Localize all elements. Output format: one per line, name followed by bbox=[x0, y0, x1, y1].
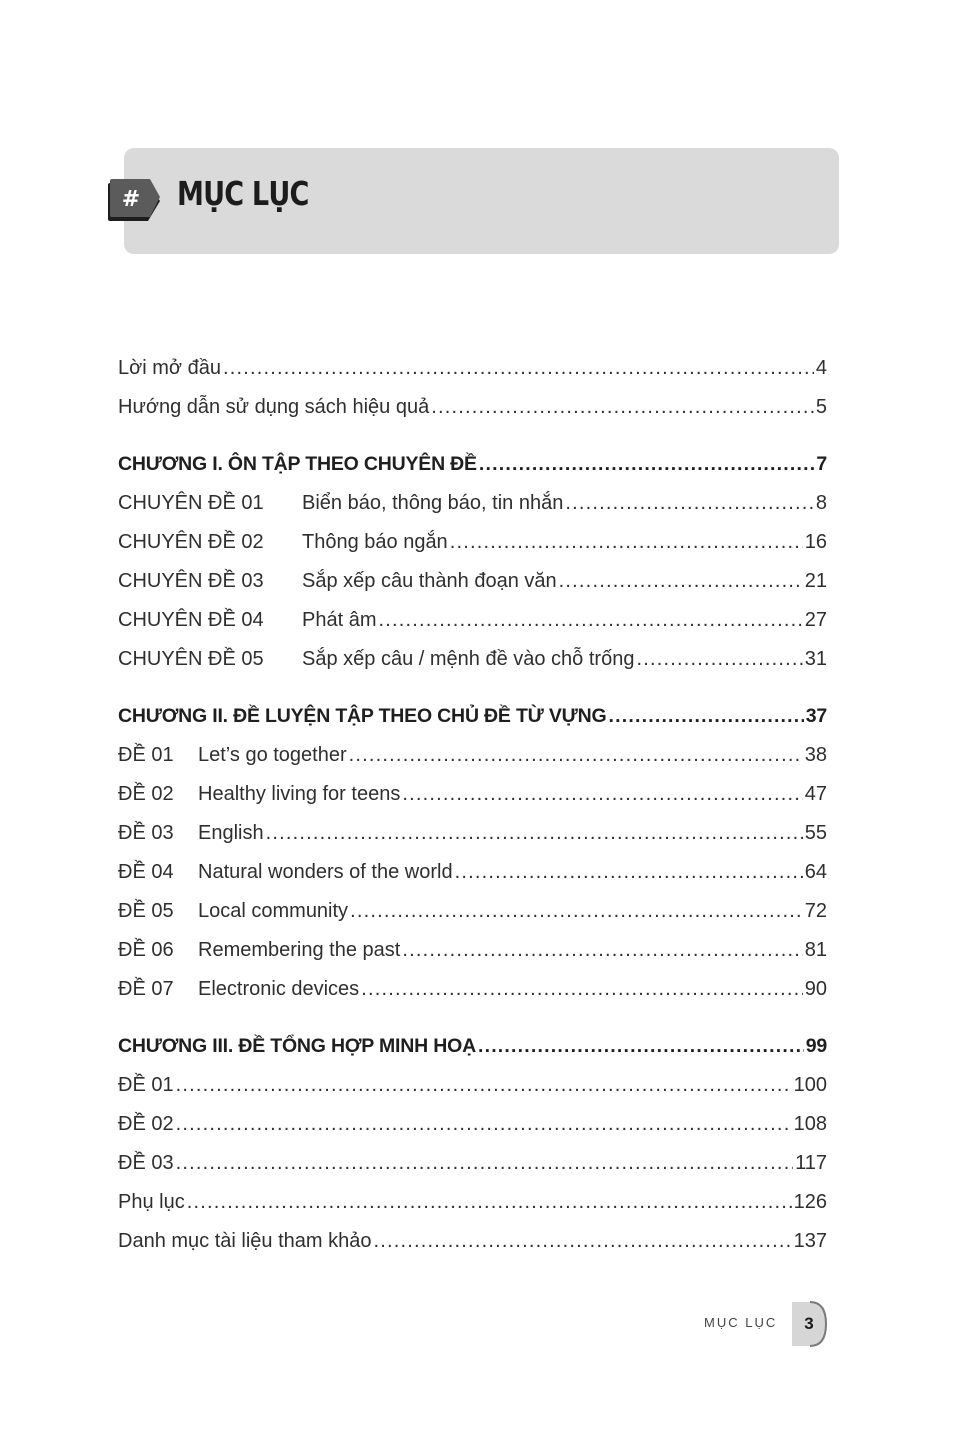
section-gap bbox=[118, 1009, 827, 1027]
hash-symbol: # bbox=[121, 187, 141, 212]
toc-entry-title: ĐỀ 03 bbox=[118, 1152, 174, 1174]
toc-entry-page: 8 bbox=[815, 492, 827, 514]
dot-leader bbox=[402, 775, 802, 814]
toc-entry-page: 16 bbox=[804, 531, 827, 553]
toc-entry-code: ĐỀ 02 bbox=[118, 783, 174, 805]
toc-chapter-2[interactable] bbox=[118, 697, 827, 736]
toc-entry-code: CHUYÊN ĐỀ 04 bbox=[118, 609, 264, 631]
toc-entry[interactable] bbox=[118, 523, 827, 562]
toc-entry-code: ĐỀ 06 bbox=[118, 939, 174, 961]
toc-entry-title: Remembering the past bbox=[198, 939, 401, 961]
toc-entry-title: Healthy living for teens bbox=[198, 783, 401, 805]
toc-chapter-1[interactable] bbox=[118, 445, 827, 484]
dot-leader bbox=[450, 523, 803, 562]
toc-entry-code: CHUYÊN ĐỀ 01 bbox=[118, 492, 264, 514]
toc-entry-title: Thông báo ngắn bbox=[302, 531, 448, 553]
toc-entry-intro[interactable] bbox=[118, 349, 827, 388]
toc-entry-page: 27 bbox=[804, 609, 827, 631]
toc-entry[interactable] bbox=[118, 1105, 827, 1144]
toc-entry-page: 64 bbox=[804, 861, 827, 883]
dot-leader bbox=[223, 349, 814, 388]
toc-entry-code: CHUYÊN ĐỀ 05 bbox=[118, 648, 264, 670]
dot-leader bbox=[402, 931, 802, 970]
section-gap bbox=[118, 679, 827, 697]
toc-entry-code: ĐỀ 04 bbox=[118, 861, 174, 883]
toc-entry-title: Natural wonders of the world bbox=[198, 861, 453, 883]
chapter-title: CHƯƠNG III. ĐỀ TỔNG HỢP MINH HOẠ bbox=[118, 1035, 476, 1057]
toc-entry-title: Hướng dẫn sử dụng sách hiệu quả bbox=[118, 396, 430, 418]
toc-entry-title: Local community bbox=[198, 900, 349, 922]
toc-entry[interactable] bbox=[118, 970, 827, 1009]
toc-entry-references[interactable] bbox=[118, 1222, 827, 1261]
toc-entry-title: English bbox=[198, 822, 264, 844]
page-title: MỤC LỤC bbox=[177, 174, 309, 213]
dot-leader bbox=[431, 388, 814, 427]
toc-entry[interactable] bbox=[118, 892, 827, 931]
dot-leader bbox=[266, 814, 803, 853]
toc-entry[interactable] bbox=[118, 1144, 827, 1183]
dot-leader bbox=[350, 892, 803, 931]
chapter-page: 7 bbox=[816, 453, 827, 475]
toc-entry-title: Sắp xếp câu / mệnh đề vào chỗ trống bbox=[302, 648, 635, 670]
toc-entry[interactable] bbox=[118, 484, 827, 523]
toc-entry[interactable] bbox=[118, 640, 827, 679]
toc-entry-page: 5 bbox=[815, 396, 827, 418]
toc-entry-page: 126 bbox=[793, 1191, 827, 1213]
toc-entry-code: ĐỀ 05 bbox=[118, 900, 174, 922]
toc-chapter-3[interactable] bbox=[118, 1027, 827, 1066]
toc-entry[interactable] bbox=[118, 931, 827, 970]
toc-entry-title: Lời mở đầu bbox=[118, 357, 221, 379]
toc-entry-page: 4 bbox=[815, 357, 827, 379]
table-of-contents bbox=[118, 349, 827, 1261]
toc-entry-title: ĐỀ 02 bbox=[118, 1113, 174, 1135]
chapter-page: 37 bbox=[805, 705, 827, 727]
chapter-title: CHƯƠNG I. ÔN TẬP THEO CHUYÊN ĐỀ bbox=[118, 453, 477, 475]
toc-entry-code: ĐỀ 01 bbox=[118, 744, 174, 766]
dot-leader bbox=[455, 853, 803, 892]
toc-entry[interactable] bbox=[118, 601, 827, 640]
toc-entry-page: 47 bbox=[804, 783, 827, 805]
toc-entry-page: 81 bbox=[804, 939, 827, 961]
toc-entry-page: 21 bbox=[804, 570, 827, 592]
toc-entry-page: 137 bbox=[793, 1230, 827, 1252]
dot-leader bbox=[559, 562, 803, 601]
section-gap bbox=[118, 427, 827, 445]
toc-entry-title: Sắp xếp câu thành đoạn văn bbox=[302, 570, 557, 592]
toc-entry[interactable] bbox=[118, 736, 827, 775]
toc-entry[interactable] bbox=[118, 853, 827, 892]
chapter-title: CHƯƠNG II. ĐỀ LUYỆN TẬP THEO CHỦ ĐỀ TỪ VỰNG bbox=[118, 705, 607, 727]
toc-entry-page: 31 bbox=[804, 648, 827, 670]
dot-leader bbox=[176, 1066, 792, 1105]
dot-leader bbox=[176, 1105, 792, 1144]
toc-entry[interactable] bbox=[118, 1066, 827, 1105]
toc-entry-code: CHUYÊN ĐỀ 03 bbox=[118, 570, 264, 592]
toc-entry-title: Electronic devices bbox=[198, 978, 360, 1000]
toc-entry-guide[interactable] bbox=[118, 388, 827, 427]
dot-leader bbox=[479, 445, 814, 484]
toc-entry-title: ĐỀ 01 bbox=[118, 1074, 174, 1096]
toc-entry-page: 55 bbox=[804, 822, 827, 844]
toc-entry-code: ĐỀ 07 bbox=[118, 978, 174, 1000]
toc-entry-title: Danh mục tài liệu tham khảo bbox=[118, 1230, 372, 1252]
toc-entry-page: 108 bbox=[793, 1113, 827, 1135]
toc-entry-page: 90 bbox=[804, 978, 827, 1000]
dot-leader bbox=[349, 736, 803, 775]
page-number: 3 bbox=[804, 1314, 814, 1333]
toc-entry-title: Let’s go together bbox=[198, 744, 347, 766]
dot-leader bbox=[373, 1222, 791, 1261]
toc-entry-title: Phụ lục bbox=[118, 1191, 185, 1213]
toc-entry-page: 117 bbox=[795, 1152, 827, 1174]
dot-leader bbox=[565, 484, 814, 523]
toc-entry[interactable] bbox=[118, 775, 827, 814]
toc-entry-code: ĐỀ 03 bbox=[118, 822, 174, 844]
toc-entry-page: 100 bbox=[793, 1074, 827, 1096]
toc-entry-title: Biển báo, thông báo, tin nhắn bbox=[302, 492, 564, 514]
toc-entry-title: Phát âm bbox=[302, 609, 377, 631]
toc-entry[interactable] bbox=[118, 562, 827, 601]
dot-leader bbox=[609, 697, 804, 736]
toc-entry[interactable] bbox=[118, 814, 827, 853]
dot-leader bbox=[361, 970, 803, 1009]
chapter-page: 99 bbox=[805, 1035, 827, 1057]
toc-entry-code: CHUYÊN ĐỀ 02 bbox=[118, 531, 264, 553]
dot-leader bbox=[636, 640, 802, 679]
dot-leader bbox=[378, 601, 802, 640]
dot-leader bbox=[176, 1144, 794, 1183]
running-footer-label: MỤC LỤC bbox=[704, 1315, 778, 1330]
toc-entry-appendix[interactable] bbox=[118, 1183, 827, 1222]
toc-entry-page: 72 bbox=[804, 900, 827, 922]
dot-leader bbox=[187, 1183, 792, 1222]
toc-entry-page: 38 bbox=[804, 744, 827, 766]
dot-leader bbox=[478, 1027, 804, 1066]
